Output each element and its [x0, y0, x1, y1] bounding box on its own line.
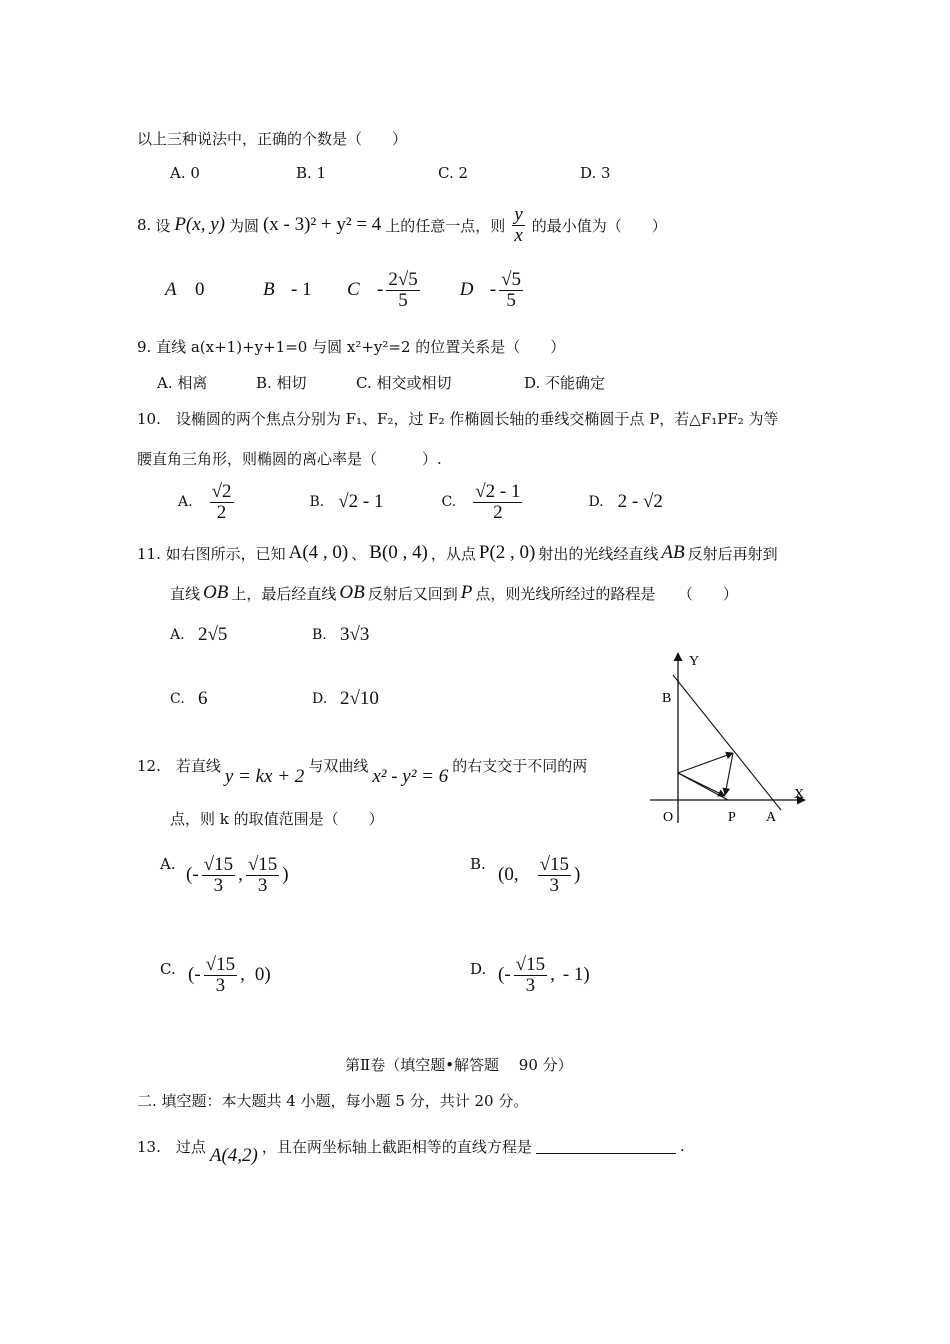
q11-text: ，从点 — [430, 544, 476, 563]
question-stem: 以上三种说法中，正确的个数是（ ） — [137, 130, 408, 148]
q9-option-a: A. 相离 — [157, 374, 208, 392]
label-a: A — [766, 810, 777, 825]
frac-num: √15 — [539, 854, 570, 875]
option-a: A. 0 — [170, 164, 200, 182]
label-y: Y — [689, 654, 700, 669]
q8-option-sign: - — [377, 279, 384, 301]
q10-option-letter: B. — [309, 494, 325, 511]
frac-num: 2√5 — [388, 269, 418, 290]
q12-option-letter: C. — [160, 960, 176, 978]
q13-text: . — [679, 1137, 685, 1155]
q10-stem-line2: 腰直角三角形，则椭圆的离心率是（ ）. — [137, 450, 442, 468]
q8-number: 8. — [137, 216, 152, 235]
q9-stem: 9. 直线 a(x+1)+y+1=0 与圆 x²+y²=2 的位置关系是（ ） — [137, 338, 566, 356]
q8-option-fraction — [386, 270, 419, 311]
q11-line-ob: OB — [339, 582, 365, 603]
q13-text: 13. 过点 — [137, 1137, 206, 1156]
frac — [204, 955, 237, 996]
q12-option-letter: D. — [470, 960, 487, 978]
q10-stem-line1: 10. 设椭圆的两个焦点分别为 F₁、F₂，过 F₂ 作椭圆长轴的垂线交椭圆于点 P，若△F₁PF₂ 为等 — [137, 410, 779, 428]
answer-blank[interactable] — [536, 1139, 676, 1154]
q8-option-letter: B — [263, 279, 275, 301]
q8-option-letter: A — [165, 279, 177, 301]
q10-option-b-value: √2 - 1 — [338, 491, 384, 513]
frac-den: 5 — [398, 289, 408, 311]
frac-den: 2 — [216, 501, 227, 523]
part2-title: 第Ⅱ卷（填空题•解答题 90 分） — [345, 1056, 573, 1074]
frac — [202, 855, 235, 896]
q10-option-d-value: 2 - √2 — [617, 491, 663, 513]
ray-back — [725, 753, 733, 795]
q11-option-letter: D. — [312, 691, 328, 707]
label-p: P — [728, 810, 736, 825]
frac-den: 3 — [213, 874, 224, 896]
frac-num: √2 — [211, 481, 232, 502]
q11-point: P — [460, 582, 473, 603]
q9-option-c: C. 相交或相切 — [356, 374, 452, 392]
q11-option-letter: B. — [312, 627, 327, 643]
q8-stem — [137, 205, 667, 246]
q11-text: 、 — [351, 544, 367, 563]
q12-option-b: ( 0 , $\frac{√15}{3}$ ) — [498, 854, 581, 896]
q12-option-a: (- $\frac{√15}{3}$ , $\frac{√15}{3}$ ) — [186, 854, 289, 896]
label-o: O — [663, 810, 674, 825]
q13-stem — [137, 1125, 685, 1167]
q11-line-ob: OB — [203, 582, 229, 603]
q11-option-letter: C. — [170, 691, 185, 707]
frac-den: 3 — [549, 874, 560, 896]
q11-line-ab: AB — [661, 542, 685, 563]
option-c: C. 2 — [438, 164, 469, 182]
q11-option-b-value: 3√3 — [340, 624, 370, 645]
q12-line-eq: y = kx + 2 — [224, 766, 305, 787]
q12-text: 与双曲线 — [308, 756, 369, 775]
frac-num: √2 - 1 — [475, 481, 521, 502]
option-b: B. 1 — [296, 164, 327, 182]
q8-options — [165, 270, 526, 311]
line-ab — [673, 675, 781, 810]
ray-return — [678, 773, 725, 796]
q10-option-letter: D. — [588, 494, 604, 511]
frac-num: √15 — [203, 854, 234, 875]
q11-point-b: B(0 , 4) — [369, 542, 428, 563]
q11-text: 直线 — [170, 584, 201, 603]
q12-option-d: (- $\frac{√15}{3}$ , - 1 ) — [498, 954, 590, 996]
q11-option-c-value: 6 — [198, 688, 208, 709]
q9-option-d: D. 不能确定 — [524, 374, 606, 392]
q12-option-c: (- $\frac{√15}{3}$ , 0 ) — [188, 954, 271, 996]
frac-den: 3 — [215, 974, 226, 996]
q8-text: 为圆 — [228, 216, 259, 235]
q8-option-letter: D — [459, 279, 474, 301]
q10-option-letter: C. — [441, 494, 457, 511]
frac-den: 5 — [506, 289, 516, 311]
q11-text: 反射后又回到 — [367, 584, 458, 603]
section-heading: 二. 填空题：本大题共 4 小题，每小题 5 分，共计 20 分。 — [137, 1092, 529, 1110]
q10-option-a-fraction — [210, 482, 234, 523]
q13-text: ，且在两坐标轴上截距相等的直线方程是 — [261, 1137, 532, 1156]
q8-frac-den: x — [514, 224, 523, 246]
q8-text: 设 — [155, 216, 171, 235]
label-b: B — [662, 691, 672, 706]
q11-option-letter: A. — [170, 627, 185, 643]
q9-option-b: B. 相切 — [256, 374, 307, 392]
q11-stem-line1 — [137, 542, 778, 564]
q12-text: 12. 若直线 — [137, 756, 221, 775]
q11-text: 点，则光线所经过的路程是 （ ） — [475, 584, 738, 603]
q10-options — [178, 482, 663, 523]
q11-option-d-value: 2√10 — [340, 688, 379, 709]
frac-den: 3 — [257, 874, 268, 896]
q11-text: 反射后再射到 — [687, 544, 778, 563]
option-d: D. 3 — [580, 164, 611, 182]
q8-circle-eq: (x - 3)² + y² = 4 — [262, 214, 382, 236]
q11-point-a: A(4 , 0) — [288, 542, 349, 563]
geometry-figure — [645, 645, 845, 835]
zero: 0 — [254, 964, 265, 986]
q8-text: 上的任意一点，则 — [385, 216, 506, 235]
q8-fraction — [512, 205, 524, 246]
q11-options-row2 — [170, 688, 379, 710]
frac-num: √5 — [501, 269, 522, 290]
label-x: X — [794, 787, 805, 802]
q11-stem-line2 — [170, 582, 738, 604]
q12-stem-line2: 点，则 k 的取值范围是（ ） — [170, 810, 384, 828]
ray-to-ab — [678, 753, 733, 773]
frac-num: √15 — [205, 954, 236, 975]
q12-option-letter: A. — [160, 855, 176, 873]
frac — [246, 855, 279, 896]
frac-num: √15 — [515, 954, 546, 975]
q11-point-p: P(2 , 0) — [478, 542, 536, 563]
q8-text: 的最小值为（ ） — [531, 216, 667, 235]
q12-option-letter: B. — [470, 855, 486, 873]
zero: 0 — [504, 864, 514, 886]
frac-num: √15 — [247, 854, 278, 875]
q10-option-letter: A. — [178, 494, 193, 511]
frac-den: 3 — [525, 974, 536, 996]
q13-point: A(4,2) — [209, 1145, 258, 1166]
q8-option-fraction — [499, 270, 523, 311]
neg-one: - 1 — [562, 964, 584, 986]
q8-option-letter: C — [347, 279, 360, 301]
q10-option-c-fraction — [473, 482, 522, 523]
q8-option-value: - 1 — [291, 279, 312, 301]
frac — [514, 955, 547, 996]
q11-options-row1 — [170, 624, 369, 646]
q11-option-a-value: 2√5 — [198, 624, 228, 645]
q12-hyperbola-eq: x² - y² = 6 — [372, 766, 449, 787]
q8-frac-num: y — [514, 204, 523, 225]
q8-option-value: 0 — [195, 279, 205, 301]
q11-text: 11. 如右图所示，已知 — [137, 544, 286, 563]
q11-text: 上，最后经直线 — [231, 584, 337, 603]
q12-text: 的右支交于不同的两 — [452, 756, 588, 775]
q8-option-sign: - — [489, 279, 497, 301]
q12-stem-line1 — [137, 742, 587, 788]
q11-text: 射出的光线经直线 — [538, 544, 659, 563]
q8-point: P(x, y) — [174, 214, 225, 236]
frac — [538, 855, 571, 896]
frac-den: 2 — [493, 501, 503, 523]
